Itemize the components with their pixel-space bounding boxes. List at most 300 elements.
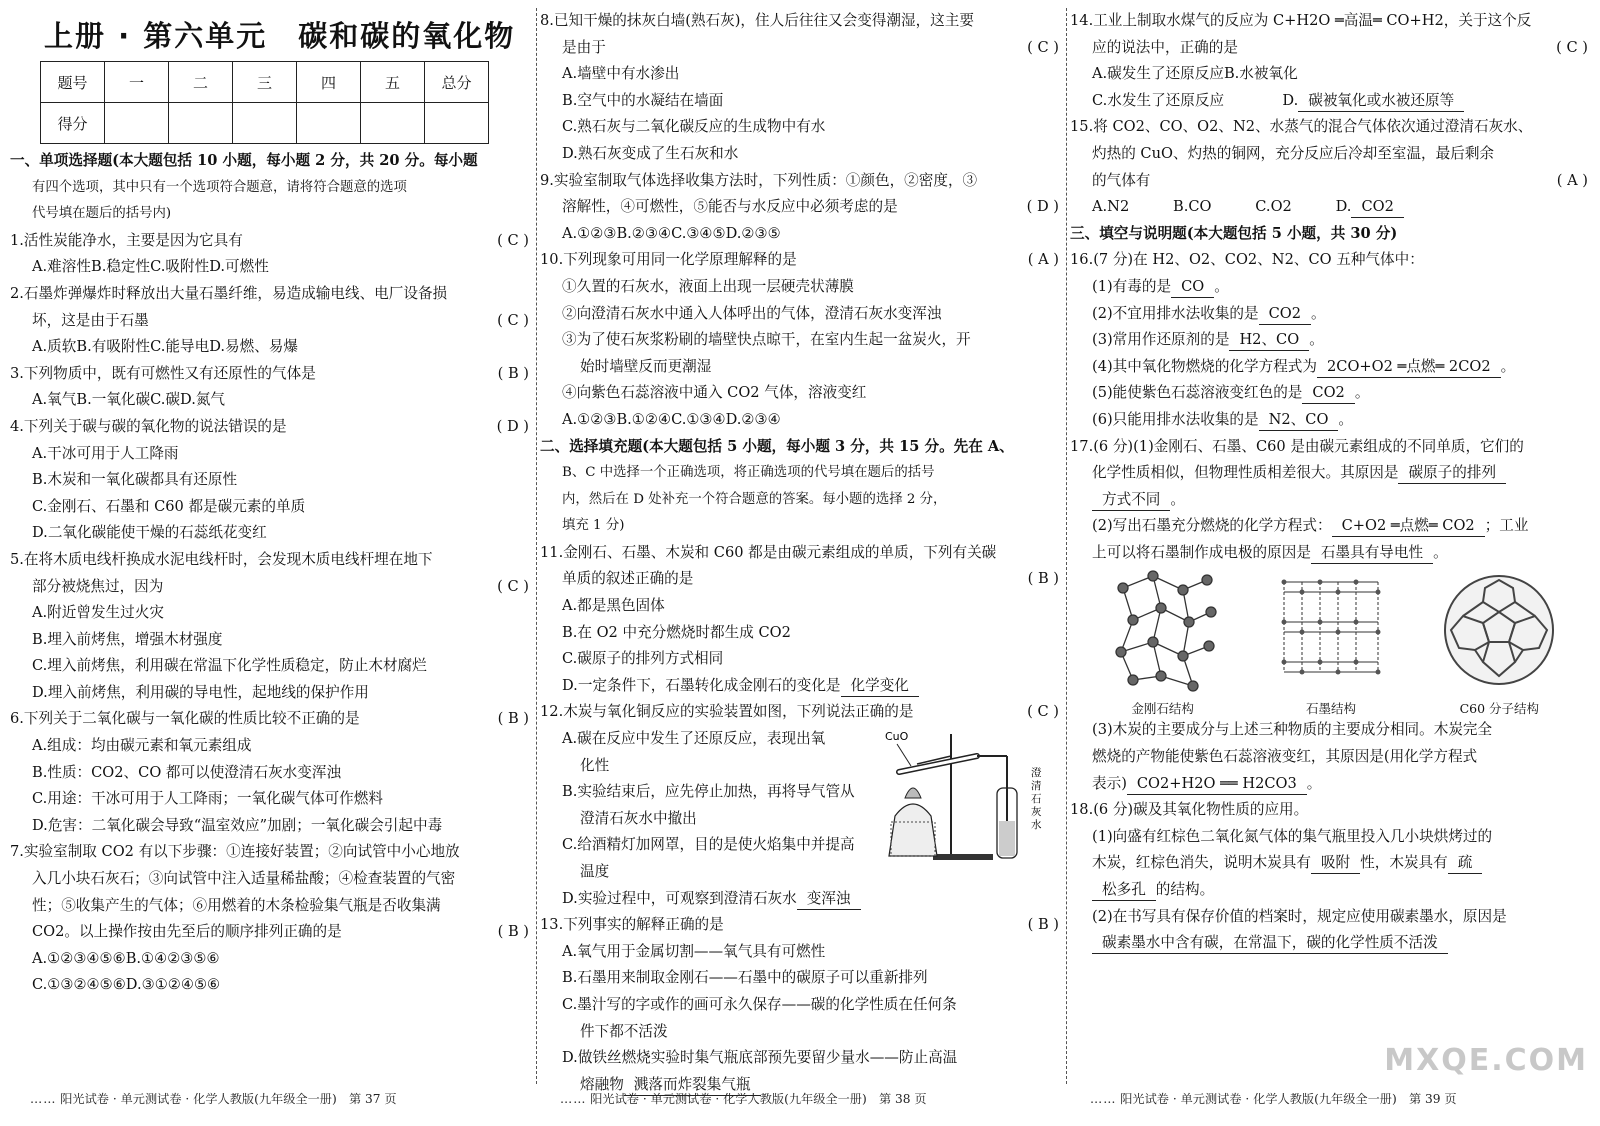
column-divider [1066, 8, 1067, 1084]
answer-blank: CO2+H2O ══ H2CO3 [1127, 774, 1307, 795]
question-text: B.在 O2 中充分燃烧时都生成 CO2 [562, 623, 791, 641]
answer-blank: 变浑浊 [797, 889, 861, 910]
question-text: 有四个选项，其中只有一个选项符合题意，请将符合题意的选项 [32, 179, 407, 195]
question-text: 溶解性，④可燃性，⑤能否与水反应中必须考虑的是 [562, 198, 898, 216]
cuo-label: CuO [885, 730, 909, 744]
graphite-structure-icon [1276, 568, 1386, 696]
score-input-cell[interactable] [425, 103, 489, 144]
answer-blank: 疏 [1448, 853, 1483, 874]
text-line [10, 786, 533, 813]
question-text: C.水发生了还原反应 D. [1092, 91, 1299, 109]
question-text: C.碳原子的排列方式相同 [562, 650, 724, 668]
question-text: 内，然后在 D 处补充一个符合题意的答案。每小题的选择 2 分， [562, 491, 947, 507]
answer-blank: CO [1171, 277, 1214, 298]
choice-option: B.水被氧化 [1223, 65, 1298, 83]
choice-option: A.①②③ [562, 410, 617, 428]
text-line [1070, 247, 1592, 274]
answer-blank: 吸附 [1311, 853, 1360, 874]
question-text: A.N2 B.CO C.O2 D. [1092, 198, 1352, 216]
text-line [1070, 460, 1592, 487]
question-text: 3.下列物质中，既有可燃性又有还原性的气体是 [10, 364, 316, 382]
question-text: 。 [1311, 304, 1326, 322]
question-text: 6.下列关于二氧化碳与一氧化碳的性质比较不正确的是 [10, 710, 360, 728]
question-text: A.组成：均由碳元素和氧元素组成 [32, 737, 252, 755]
footer-text: 阳光试卷 · 单元测试卷 · 化学人教版(九年级全一册) 第 39 页 [1120, 1092, 1457, 1106]
text-line [10, 201, 533, 228]
diamond-structure-figure [1103, 568, 1223, 717]
text-line [1070, 540, 1592, 567]
choice-option: D.可燃性 [209, 258, 269, 276]
choice-option: D.②③⑤ [725, 224, 781, 242]
question-text: B.木炭和一氧化碳都具有还原性 [32, 471, 238, 489]
text-line [540, 646, 1063, 673]
question-text: B.实验结束后，应先停止加热，再将导气管从 [562, 783, 855, 801]
answer-choice: ( C ) [497, 311, 529, 329]
answer-choice: ( C ) [1027, 703, 1059, 721]
choice-option: B.一氧化碳 [76, 391, 151, 409]
score-table-header-cell: 总分 [425, 62, 489, 103]
question-text: (3)常用作还原剂的是 [1092, 331, 1230, 349]
question-list [540, 8, 1063, 726]
choice-option: A.难溶性 [32, 258, 91, 276]
text-line [10, 547, 533, 574]
choice-option: B.有吸附性 [76, 338, 151, 356]
text-line [1070, 61, 1592, 88]
watermark: MXQE.COM [1384, 1043, 1588, 1078]
score-table-header-cell: 三 [233, 62, 297, 103]
question-text: 的结构。 [1155, 881, 1215, 899]
question-text: 三、填空与说明题(本大题包括 5 小题，共 30 分) [1070, 224, 1398, 242]
text-line [10, 733, 533, 760]
text-line [10, 281, 533, 308]
question-text: 。 [1214, 277, 1229, 295]
score-input-cell[interactable] [233, 103, 297, 144]
question-text: ④向紫色石蕊溶液中通入 CO2 气体，溶液变红 [562, 384, 867, 402]
text-line [540, 61, 1063, 88]
choice-option: D.氮气 [180, 391, 226, 409]
text-line [540, 221, 1063, 248]
question-text: 二、选择填充题(本大题包括 5 小题，每小题 3 分，共 15 分。先在 A、 [540, 437, 1014, 455]
text-line [540, 354, 1063, 381]
carbon-reduction-apparatus-figure [881, 726, 1059, 866]
question-text: (1)向盛有红棕色二氧化氮气体的集气瓶里投入几小块烘烤过的 [1092, 827, 1493, 845]
text-line [10, 228, 533, 255]
text-line [10, 520, 533, 547]
question-text: B.性质：CO2、CO 都可以使澄清石灰水变浑浊 [32, 763, 342, 781]
choice-option: D.②③④ [725, 410, 781, 428]
text-line [540, 8, 1063, 35]
question-text: D.熟石灰变成了生石灰和水 [562, 144, 739, 162]
question-text: (2)不宜用排水法收集的是 [1092, 304, 1259, 322]
question-text: B、C 中选择一个正确选项，将正确选项的代号填在题后的括号 [562, 465, 935, 481]
question-text: 性，木炭具有 [1360, 854, 1448, 872]
text-line [540, 540, 1063, 567]
choice-option: C.能导电 [150, 338, 210, 356]
question-text: CO2。以上操作按由先至后的顺序排列正确的是 [32, 923, 342, 941]
text-line [10, 254, 533, 281]
choice-option: B.①②④ [616, 410, 672, 428]
text-line [540, 194, 1063, 221]
text-line [10, 148, 533, 175]
question-text: 熔融物 [580, 1075, 624, 1093]
text-line [540, 460, 1063, 487]
text-line [1070, 301, 1592, 328]
question-text: D.实验过程中，可观察到澄清石灰水 [562, 889, 797, 907]
text-line [10, 919, 533, 946]
text-line [540, 247, 1063, 274]
text-line [540, 407, 1063, 434]
question-text: 灼热的 CuO、灼热的铜网，充分反应后冷却至室温，最后剩余 [1092, 144, 1495, 162]
text-line [1070, 771, 1592, 798]
question-text: 15.将 CO2、CO、O2、N2、水蒸气的混合气体依次通过澄清石灰水、 [1070, 118, 1533, 136]
question-list [540, 912, 1063, 1098]
page-footer: …… 阳光试卷 · 单元测试卷 · 化学人教版(九年级全一册) 第 38 页 [560, 1092, 927, 1106]
question-text: ①久置的石灰水，液面上出现一层硬壳状薄膜 [562, 277, 854, 295]
question-text: C.用途：干冰可用于人工降雨；一氧化碳气体可作燃料 [32, 790, 383, 808]
text-line [540, 380, 1063, 407]
figure-caption: 金刚石结构 [1131, 701, 1194, 717]
text-line [10, 334, 533, 361]
score-table-header-cell: 二 [169, 62, 233, 103]
score-input-cell[interactable] [361, 103, 425, 144]
question-text: (1)有毒的是 [1092, 277, 1172, 295]
choice-option: A.质软 [32, 338, 77, 356]
choice-option: C.③④⑤ [671, 224, 726, 242]
question-text: (4)其中氧化物燃烧的化学方程式为 [1092, 357, 1317, 375]
choice-option: B.①④②③⑤⑥ [125, 949, 220, 967]
text-line [1070, 877, 1592, 904]
text-line [540, 274, 1063, 301]
text-line [1070, 114, 1592, 141]
question-12-block [540, 726, 1063, 912]
text-line [540, 301, 1063, 328]
question-text: 16.(7 分)在 H2、O2、CO2、N2、CO 五种气体中： [1070, 251, 1424, 269]
score-row-label: 得分 [41, 103, 105, 144]
choice-option: C.①③②④⑤⑥ [32, 976, 126, 994]
text-line [10, 600, 533, 627]
text-line [10, 467, 533, 494]
column-divider [536, 8, 537, 1084]
text-line [540, 673, 1063, 700]
figure-caption: 石墨结构 [1305, 701, 1356, 717]
answer-blank: CO2 [1302, 383, 1354, 404]
text-line [1070, 797, 1592, 824]
question-text: 13.下列事实的解释正确的是 [540, 916, 724, 934]
question-text: A.干冰可用于人工降雨 [32, 444, 179, 462]
score-input-cell[interactable] [105, 103, 169, 144]
text-line [540, 593, 1063, 620]
text-line [1070, 354, 1592, 381]
score-table-header-cell: 一 [105, 62, 169, 103]
text-line [10, 308, 533, 335]
question-text: B.空气中的水凝结在墙面 [562, 91, 724, 109]
question-text: 2.石墨炸弹爆炸时释放出大量石墨纤维，易造成输电线、电厂设备损 [10, 284, 448, 302]
question-text: 。 [1306, 774, 1322, 792]
text-line [1070, 8, 1592, 35]
text-line [10, 680, 533, 707]
question-text: 填充 1 分) [562, 518, 625, 534]
choice-option: C.吸附性 [150, 258, 210, 276]
footer-text: 阳光试卷 · 单元测试卷 · 化学人教版(九年级全一册) 第 37 页 [60, 1092, 397, 1106]
text-line [10, 387, 533, 414]
text-line [540, 886, 1063, 913]
score-input-cell[interactable] [297, 103, 361, 144]
diamond-structure-icon [1103, 568, 1223, 696]
question-text: 。 [1309, 331, 1324, 349]
choice-option: B.稳定性 [90, 258, 151, 276]
question-text: D.做铁丝燃烧实验时集气瓶底部预先要留少量水——防止高温 [562, 1049, 958, 1067]
text-line [1070, 274, 1592, 301]
question-text: B.埋入前烤焦，增强木材强度 [32, 630, 223, 648]
text-line [540, 35, 1063, 62]
text-line [10, 414, 533, 441]
text-line [10, 706, 533, 733]
question-text: 坏，这是由于石墨 [32, 311, 149, 329]
question-text: 温度 [580, 863, 610, 880]
choice-option: A.①②③ [562, 224, 617, 242]
text-line [1070, 221, 1592, 248]
choice-option: B.②③④ [616, 224, 672, 242]
question-text: 的气体有 [1092, 171, 1151, 189]
text-line [10, 760, 533, 787]
c60-molecule-icon [1439, 568, 1559, 696]
text-line [540, 114, 1063, 141]
answer-blank: 松多孔 [1092, 880, 1156, 901]
text-line [10, 574, 533, 601]
question-text: ②向澄清石灰水中通入人体呼出的气体，澄清石灰水变浑浊 [562, 304, 942, 322]
text-line [10, 813, 533, 840]
text-line [1070, 35, 1592, 62]
page-title: 上册 · 第六单元 碳和碳的氧化物 [44, 19, 516, 53]
text-line [1070, 824, 1592, 851]
answer-blank: 碳原子的排列 [1398, 463, 1506, 484]
text-line [540, 992, 1063, 1019]
text-line [10, 893, 533, 920]
page-38-column [540, 8, 1063, 1093]
text-line [540, 620, 1063, 647]
question-text: 上可以将石墨制作成电极的原因是 [1092, 543, 1311, 561]
question-text: C.墨汁写的字或作的画可永久保存——碳的化学性质在任何条 [562, 995, 957, 1013]
text-line [540, 434, 1063, 461]
answer-choice: ( C ) [497, 231, 529, 249]
question-text: 始时墙壁反而更潮湿 [580, 357, 712, 375]
text-line [10, 494, 533, 521]
question-text: C.给酒精灯加网罩，目的是使火焰集中并提高 [562, 836, 855, 854]
question-text: (5)能使紫色石蕊溶液变红色的是 [1092, 384, 1303, 402]
question-text: 18.(6 分)碳及其氧化物性质的应用。 [1070, 801, 1309, 819]
choice-option: D.易燃、易爆 [209, 338, 298, 356]
question-text: 一、单项选择题(本大题包括 10 小题，每小题 2 分，共 20 分。每小题 [10, 152, 478, 169]
text-line [10, 627, 533, 654]
answer-choice: ( B ) [497, 710, 529, 728]
question-text: 5.在将木质电线杆换成水泥电线杆时，会发现木质电线杆埋在地下 [10, 550, 433, 568]
text-line [540, 168, 1063, 195]
question-text: 9.实验室制取气体选择收集方法时，下列性质：①颜色，②密度，③ [540, 171, 978, 189]
text-line [1070, 487, 1592, 514]
question-text: 7.实验室制取 CO2 有以下步骤：①连接好装置；②向试管中小心地放 [10, 843, 460, 861]
question-list [1070, 717, 1592, 956]
question-text: ；工业 [1484, 517, 1529, 535]
answer-choice: ( B ) [1027, 916, 1059, 934]
question-text: A.都是黑色固体 [562, 597, 665, 615]
answer-choice: ( A ) [1027, 251, 1059, 269]
answer-blank: CO2 [1259, 304, 1311, 325]
question-text: 入几小块石灰石；③向试管中注入适量稀盐酸；④检查装置的气密 [32, 870, 456, 888]
question-text: (2)在书写具有保存价值的档案时，规定应使用碳素墨水，原因是 [1092, 907, 1507, 925]
text-line [1070, 327, 1592, 354]
text-line [540, 88, 1063, 115]
text-line [1070, 407, 1592, 434]
answer-blank: 碳素墨水中含有碳，在常温下，碳的化学性质不活泼 [1092, 933, 1448, 954]
answer-choice: ( B ) [497, 923, 529, 941]
answer-blank: 化学变化 [841, 676, 919, 697]
question-text: D.二氧化碳能使干燥的石蕊纸花变红 [32, 524, 267, 542]
page-39-column [1070, 8, 1592, 1084]
question-text: A.附近曾发生过火灾 [32, 604, 164, 622]
question-text: 性；⑤收集产生的气体；⑥用燃着的木条检验集气瓶是否收集满 [32, 896, 441, 914]
answer-blank: 溅落而炸裂集气瓶 [624, 1075, 761, 1096]
choice-option: A.①②③④⑤⑥ [32, 949, 126, 967]
question-text: 14.工业上制取水煤气的反应为 C+H2O ═高温═ CO+H2，关于这个反 [1070, 12, 1532, 29]
answer-blank: 石墨具有导电性 [1311, 543, 1433, 564]
question-text: D.危害：二氧化碳会导致“温室效应”加剧；一氧化碳会引起中毒 [32, 816, 443, 834]
question-text: C.埋入前烤焦，利用碳在常温下化学性质稳定，防止木材腐烂 [32, 657, 427, 675]
choice-option: C.碳 [150, 391, 181, 409]
text-line [10, 839, 533, 866]
text-line [540, 141, 1063, 168]
answer-blank: C+O2 ═点燃═ CO2 [1332, 516, 1485, 537]
question-list [1070, 8, 1592, 566]
text-line [10, 361, 533, 388]
text-line [1070, 141, 1592, 168]
score-table-header-cell: 题号 [41, 62, 105, 103]
answer-choice: ( D ) [1026, 198, 1059, 216]
question-text: 1.活性炭能净水，主要是因为它具有 [10, 231, 243, 249]
text-line [540, 1045, 1063, 1072]
answer-blank: 2CO+O2 ═点燃═ 2CO2 [1317, 357, 1501, 378]
question-text: 。 [1338, 410, 1354, 428]
question-text: 代号填在题后的括号内) [32, 206, 172, 222]
question-text: 。 [1433, 543, 1448, 561]
text-line [10, 972, 533, 999]
question-list [10, 148, 533, 999]
text-line [540, 327, 1063, 354]
answer-choice: ( C ) [497, 577, 529, 595]
text-line [1070, 380, 1592, 407]
carbon-structure-figures [1070, 566, 1592, 717]
question-text: D.埋入前烤焦，利用碳的导电性，起地线的保护作用 [32, 683, 369, 701]
text-line [1070, 904, 1592, 931]
question-text: 。 [1170, 490, 1185, 508]
question-text: ③为了使石灰浆粉刷的墙壁快点晾干，在室内生起一盆炭火，开 [562, 331, 971, 349]
question-text: 。 [1500, 357, 1516, 375]
choice-option: A.碳发生了还原反应 [1092, 65, 1224, 83]
question-text: 。 [1354, 384, 1370, 402]
question-text: A.墙壁中有水渗出 [562, 65, 680, 83]
graphite-structure-figure [1276, 568, 1386, 717]
question-text: D.一定条件下，石墨转化成金刚石的变化是 [562, 676, 841, 694]
question-text: 燃烧的产物能使紫色石蕊溶液变红，其原因是(用化学方程式 [1092, 748, 1478, 766]
choice-option: D.③①②④⑤⑥ [125, 976, 221, 994]
text-line [1070, 168, 1592, 195]
limewater-label: 澄清石灰水 [1031, 767, 1042, 832]
text-line [540, 965, 1063, 992]
text-line [1070, 513, 1592, 540]
text-line [540, 513, 1063, 540]
question-text: 12.木炭与氧化铜反应的实验装置如图，下列说法正确的是 [540, 703, 914, 721]
figure-caption: C60 分子结构 [1459, 701, 1540, 717]
text-line [540, 1019, 1063, 1046]
text-line [1070, 717, 1592, 744]
text-line [540, 487, 1063, 514]
question-text: 表示) [1092, 774, 1127, 792]
score-table [40, 61, 489, 144]
score-table-header-cell: 四 [297, 62, 361, 103]
answer-blank: N2、CO [1259, 410, 1339, 431]
question-text: 澄清石灰水中撤出 [580, 809, 697, 827]
question-text: 化性 [580, 756, 610, 774]
page-37-column [10, 8, 533, 1084]
choice-option: A.氧气 [32, 391, 77, 409]
answer-choice: ( C ) [1027, 38, 1059, 56]
question-text: 是由于 [562, 38, 606, 56]
question-text: A.氧气用于金属切割——氧气具有可燃性 [562, 942, 826, 960]
text-line [10, 653, 533, 680]
question-text: A.碳在反应中发生了还原反应，表现出氧 [562, 730, 826, 748]
answer-choice: ( D ) [496, 417, 529, 435]
text-line [10, 441, 533, 468]
question-text: 11.金刚石、石墨、木炭和 C60 都是由碳元素组成的单质，下列有关碳 [540, 543, 997, 561]
text-line [1070, 194, 1592, 221]
question-text: 17.(6 分)(1)金刚石、石墨、C60 是由碳元素组成的不同单质，它们的 [1070, 437, 1524, 455]
text-line [540, 939, 1063, 966]
question-text: 单质的叙述正确的是 [562, 570, 694, 588]
question-text: 应的说法中，正确的是 [1092, 38, 1238, 56]
question-text: 部分被烧焦过，因为 [32, 577, 164, 595]
score-table-header-cell: 五 [361, 62, 425, 103]
text-line [1070, 930, 1592, 957]
choice-option: C.①③④ [671, 410, 726, 428]
answer-blank: CO2 [1351, 197, 1403, 218]
question-text: B.石墨用来制取金刚石——石墨中的碳原子可以重新排列 [562, 969, 928, 987]
text-line [10, 946, 533, 973]
question-text: 8.已知干燥的抹灰白墙(熟石灰)，住人后往往又会变得潮湿，这主要 [540, 12, 974, 29]
text-line [10, 175, 533, 202]
text-line [540, 699, 1063, 726]
text-line [1070, 744, 1592, 771]
question-text: (3)木炭的主要成分与上述三种物质的主要成分相同。木炭完全 [1092, 721, 1493, 739]
question-text: (6)只能用排水法收集的是 [1092, 410, 1259, 428]
text-line [540, 566, 1063, 593]
answer-blank: 方式不同 [1092, 490, 1170, 511]
answer-blank: H2、CO [1229, 330, 1309, 351]
answer-choice: ( B ) [1027, 570, 1059, 588]
score-input-cell[interactable] [169, 103, 233, 144]
question-text: 4.下列关于碳与碳的氧化物的说法错误的是 [10, 417, 287, 435]
text-line [1070, 850, 1592, 877]
text-line [10, 866, 533, 893]
text-line [1070, 434, 1592, 461]
text-line [1070, 88, 1592, 115]
question-text: (2)写出石墨充分燃烧的化学方程式： [1092, 517, 1332, 535]
page-footer: …… 阳光试卷 · 单元测试卷 · 化学人教版(九年级全一册) 第 37 页 [30, 1092, 397, 1106]
answer-choice: ( C ) [1556, 38, 1588, 56]
answer-blank: 碳被氧化或水被还原等 [1298, 91, 1464, 112]
question-text: C.熟石灰与二氧化碳反应的生成物中有水 [562, 118, 826, 136]
c60-structure-figure [1439, 568, 1559, 717]
question-text: 10.下列现象可用同一化学原理解释的是 [540, 251, 797, 269]
question-text: 木炭，红棕色消失，说明木炭具有 [1092, 854, 1311, 872]
